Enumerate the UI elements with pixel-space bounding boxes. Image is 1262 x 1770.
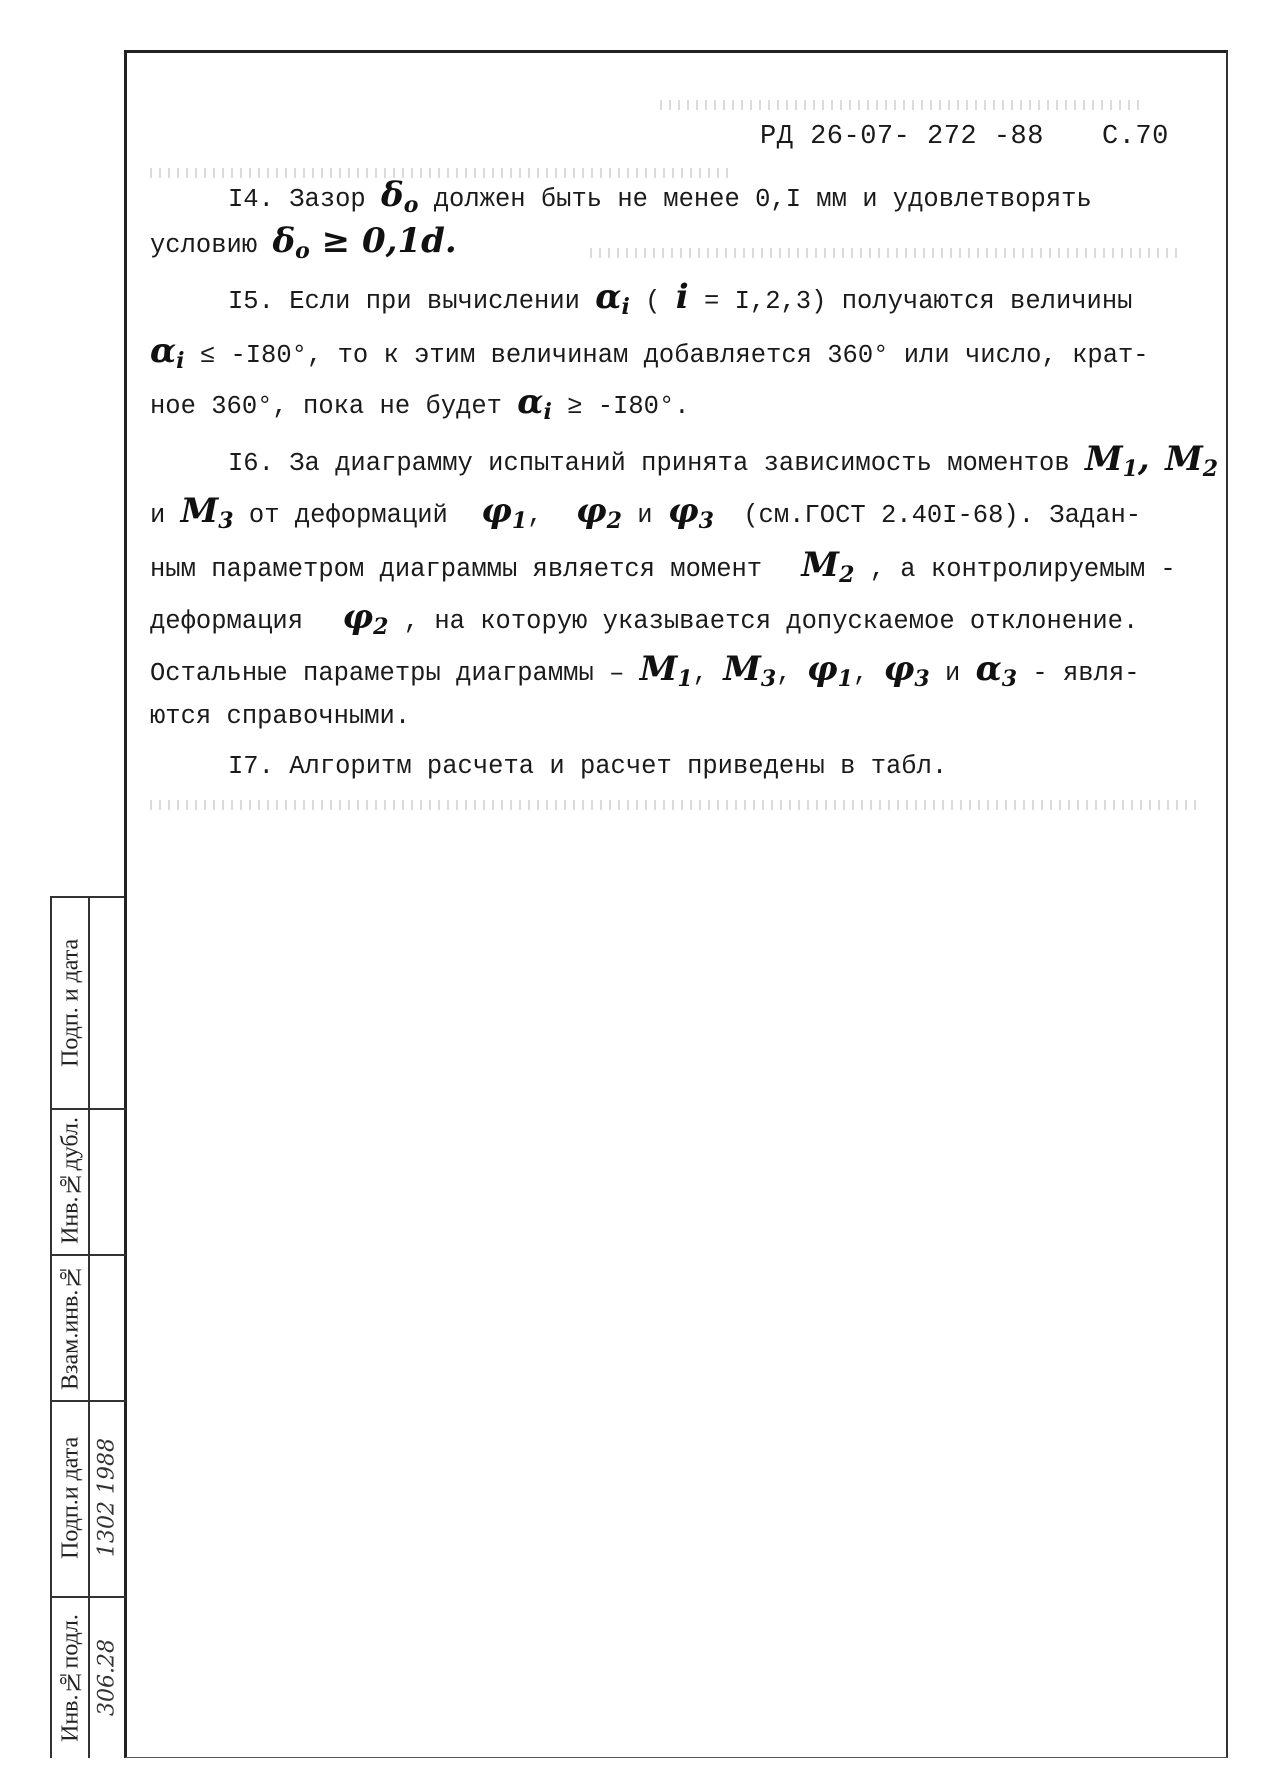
paren-open: ( — [645, 287, 661, 316]
item-16-line-5 — [150, 649, 1212, 692]
stamp-label-replace-inv: Взам.инв.№ — [57, 1263, 84, 1391]
item-15-text-e: ное 360°, пока не будет — [150, 392, 502, 421]
alpha-i-symbol: $\alpha_i$ — [150, 331, 185, 374]
item-14-text-a: I4. Зазор — [228, 185, 366, 214]
item-16-line-6 — [150, 704, 1212, 730]
comma: , — [776, 659, 792, 688]
phi3-symbol: $\varphi_3$ — [883, 649, 930, 692]
stamp-label-orig-inv: Инв.№подл. — [57, 1614, 84, 1742]
item-14-condition-label: условию — [150, 231, 258, 260]
item-16-line-3 — [150, 545, 1212, 588]
stamp-label-dup-inv: Инв.№дубл. — [57, 1117, 84, 1245]
item-15-line-2 — [150, 331, 1212, 374]
document-code: РД 26-07- 272 -88 — [760, 122, 1044, 152]
item-15-text-a: I5. Если при вычислении — [228, 287, 580, 316]
item-15-text-c: = I,2,3) получаются величины — [703, 287, 1133, 316]
index-i-symbol: i — [675, 277, 689, 317]
item-14-line-1 — [150, 175, 1262, 218]
delta-symbol: $\delta_о$ — [381, 175, 419, 218]
item-15-text-f: ≥ -I80°. — [567, 392, 690, 421]
item-16-text-a: I6. За диаграмму испытаний принята зависимость моментов — [228, 449, 1070, 478]
item-15-line-1 — [150, 277, 1262, 320]
item-14-text-b: должен быть не менее 0,I мм и удовлетворять — [433, 185, 1092, 214]
item-17-line — [150, 754, 1262, 780]
phi1-symbol: $\varphi_1$ — [481, 491, 528, 534]
alpha3-symbol: $\alpha_3$ — [975, 649, 1018, 692]
item-16-line-2 — [150, 491, 1212, 534]
phi2-symbol: $\varphi_2$ — [575, 491, 622, 534]
scan-noise — [150, 800, 1200, 810]
item-16-line-4 — [150, 597, 1212, 640]
handwritten-signature-date: 1302 1988 — [94, 1438, 120, 1558]
item-17-text: I7. Алгоритм расчета и расчет приведены в табл. — [228, 752, 948, 781]
page-number: С.70 — [1102, 122, 1169, 152]
and-word: и — [637, 501, 653, 530]
scan-noise — [660, 100, 1140, 110]
comma: , — [692, 659, 708, 688]
alpha-i-symbol: $\alpha_i$ — [595, 277, 630, 320]
comma: , — [1137, 439, 1150, 479]
stamp-label-sign-date: Подп. и дата — [57, 938, 84, 1068]
m1-symbol: $M_1$ — [1084, 439, 1138, 482]
comma: , — [852, 659, 869, 688]
phi1-symbol: $\varphi_1$ — [806, 649, 853, 692]
m2-symbol: $M_2$ — [801, 545, 855, 588]
handwritten-inventory-number: 306.28 — [94, 1639, 120, 1717]
item-16-text-l4a: деформация — [150, 607, 304, 636]
gost-reference: (см.ГОСТ 2.40I-68). Задан- — [743, 501, 1142, 530]
item-16-text-l3b: , а контролируемым - — [869, 555, 1176, 584]
item-15-text-d: ≤ -I80°, то к этим величинам добавляется 360° или число, крат- — [199, 341, 1149, 370]
comma: , — [527, 501, 543, 530]
item-16-text-l4b: , на которую указывается допускаемое отклонение. — [403, 607, 1139, 636]
document-header — [760, 122, 1169, 152]
phi2-symbol: $\varphi_2$ — [342, 597, 389, 640]
item-16-text-l6: ются справочными. — [150, 702, 411, 731]
stamp-label-sign-date-2: Подп.и дата — [57, 1436, 84, 1560]
m3-symbol: $M_3$ — [180, 491, 234, 534]
item-16-line-1 — [150, 439, 1262, 482]
alpha-i-symbol: $\alpha_i$ — [517, 382, 552, 425]
item-16-text-l3a: ным параметром диаграммы является момент — [150, 555, 763, 584]
phi3-symbol: $\varphi_3$ — [667, 491, 714, 534]
m3-symbol: $M_3$ — [723, 649, 777, 692]
item-16-text-l5a: Остальные параметры диаграммы – — [150, 659, 625, 688]
item-15-line-3 — [150, 382, 1212, 425]
condition-formula: $\delta_о \ge 0,1d$. — [272, 221, 457, 264]
item-16-text-ot: от деформаций — [248, 501, 448, 530]
and-word: и — [150, 501, 166, 530]
m2-symbol: $M_2$ — [1165, 439, 1219, 482]
scan-noise — [150, 168, 730, 178]
scan-noise — [590, 248, 1180, 258]
and-word: и — [944, 659, 961, 688]
item-16-text-l5b: - явля- — [1032, 659, 1140, 688]
m1-symbol: $M_1$ — [639, 649, 693, 692]
side-stamp — [50, 896, 124, 1758]
